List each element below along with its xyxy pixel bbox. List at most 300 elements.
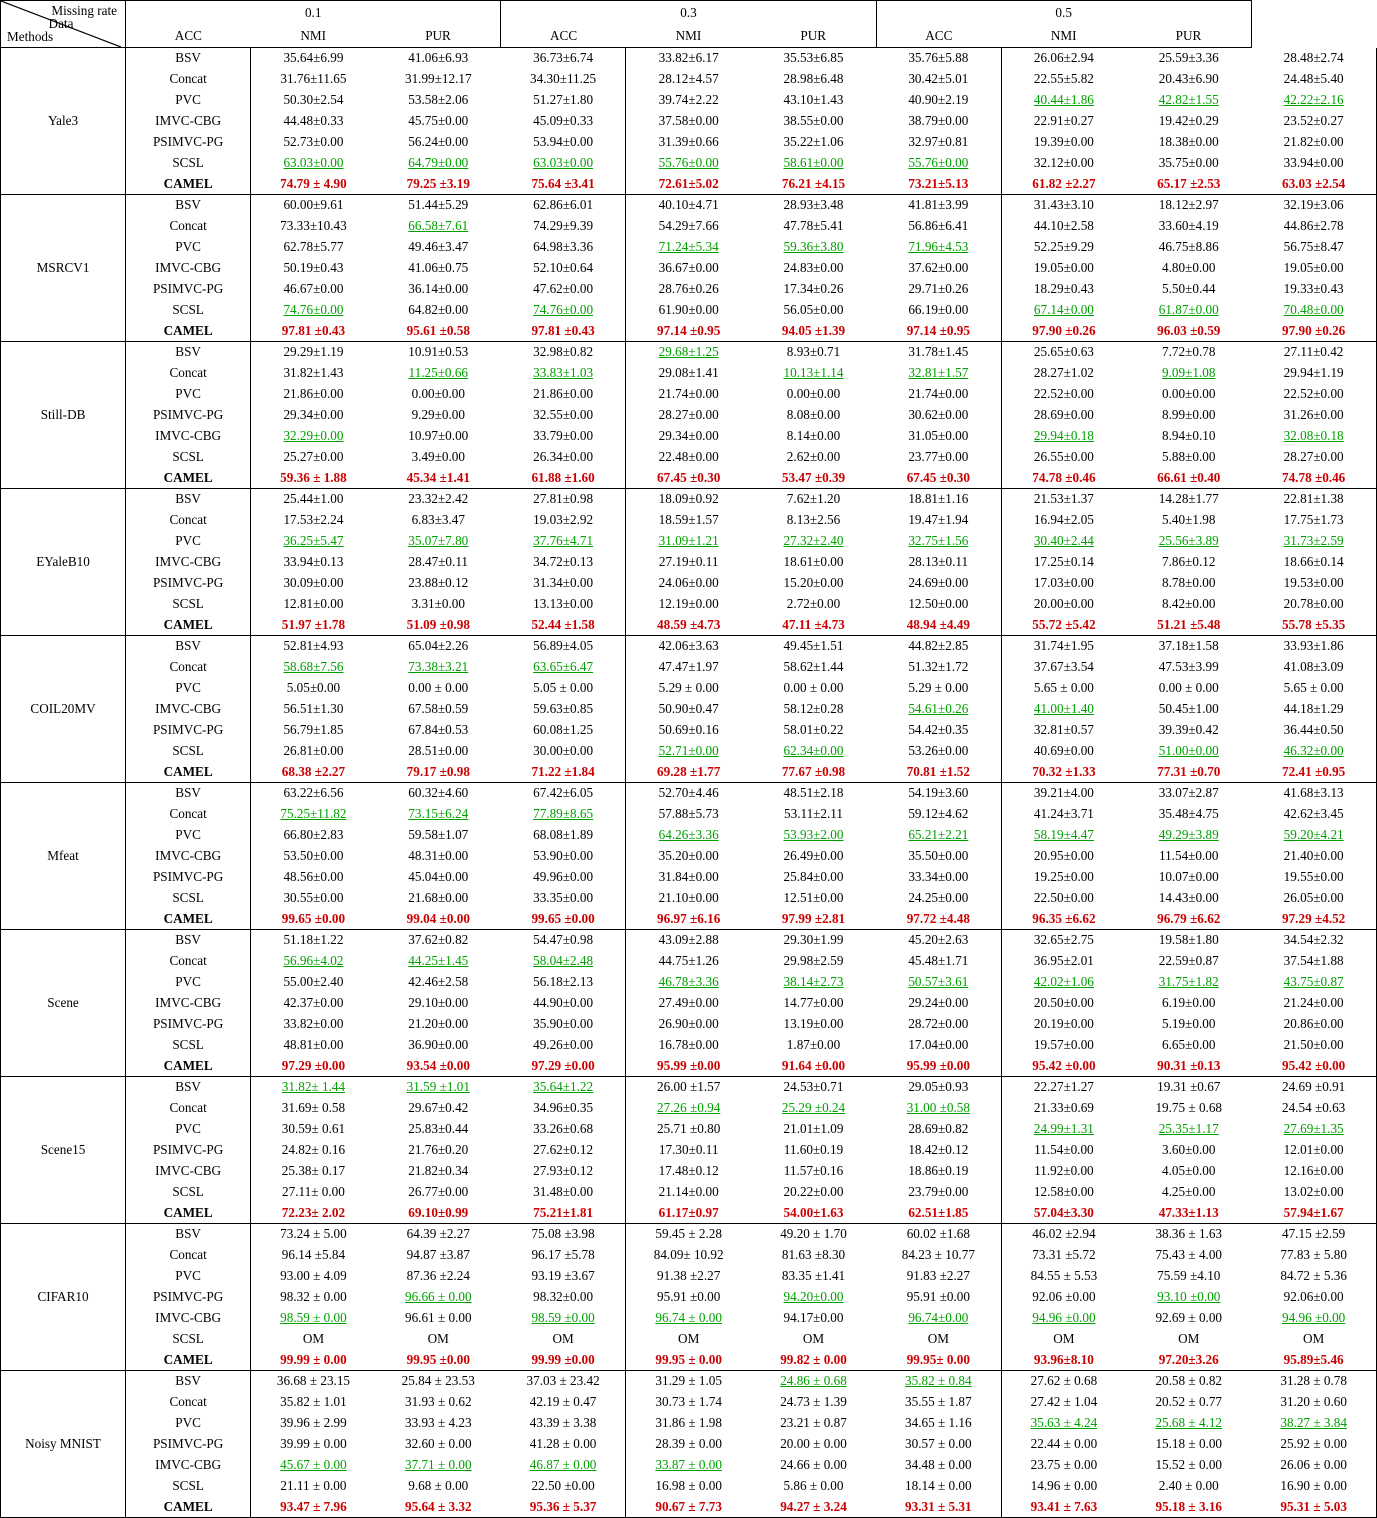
- value-cell: 22.52±0.00: [1033, 386, 1094, 401]
- value-cell: 4.80±0.00: [1162, 260, 1216, 275]
- table-row: [1, 1245, 1377, 1266]
- value-cell: 22.50 ±0.00: [501, 1476, 626, 1497]
- value-cell: 33.35±0.00: [501, 888, 626, 909]
- value-cell: 5.88±0.00: [1162, 449, 1216, 464]
- value-cell: 33.60±4.19: [1158, 218, 1219, 233]
- value-cell: 17.75±1.73: [1251, 510, 1376, 531]
- value-cell: 33.82±6.17: [658, 50, 719, 66]
- value-cell: 61.90±0.00: [658, 302, 719, 317]
- value-cell: 62.86±6.01: [501, 195, 626, 216]
- value-cell: 67.42±6.05: [501, 783, 626, 804]
- value-cell: 33.93 ± 4.23: [404, 1415, 472, 1430]
- value-cell: 33.07±2.87: [1158, 785, 1219, 801]
- value-cell: 13.13±0.00: [501, 594, 626, 615]
- table-row: [1, 594, 1377, 615]
- value-cell: 36.90±0.00: [408, 1037, 469, 1052]
- value-cell: 21.82±0.34: [408, 1163, 469, 1178]
- value-cell: 50.30±2.54: [283, 92, 344, 107]
- value-cell: 99.95 ± 0.00: [626, 1350, 751, 1371]
- method-name-cell: PSIMVC-PG: [126, 1434, 251, 1455]
- value-cell: 64.98±3.36: [501, 237, 626, 258]
- value-cell: 3.49±0.00: [411, 449, 465, 464]
- value-cell: 76.21 ±4.15: [751, 174, 876, 195]
- value-cell: 91.83 ±2.27: [876, 1266, 1001, 1287]
- value-cell: 49.20 ± 1.70: [780, 1226, 847, 1242]
- table-row: [1, 1014, 1377, 1035]
- table-row: [1, 573, 1377, 594]
- value-cell: 62.51±1.85: [876, 1203, 1001, 1224]
- value-cell: 95.91 ±0.00: [657, 1289, 721, 1304]
- value-cell: OM: [802, 1331, 825, 1346]
- value-cell: 28.48±2.74: [1251, 48, 1376, 69]
- value-cell: 18.14 ± 0.00: [876, 1476, 1001, 1497]
- table-row: [1, 678, 1377, 699]
- method-name-cell: BSV: [126, 783, 251, 804]
- value-cell: 96.74 ± 0.00: [655, 1310, 722, 1325]
- value-cell: 19.57±0.00: [1033, 1037, 1094, 1052]
- value-cell: 96.74±0.00: [876, 1308, 1001, 1329]
- value-cell: 31.26±0.00: [1251, 405, 1376, 426]
- value-cell: 49.29±3.89: [1158, 827, 1219, 842]
- method-name-cell: CAMEL: [126, 1497, 251, 1518]
- value-cell: 22.59±0.87: [1158, 953, 1219, 968]
- value-cell: 7.86±0.12: [1162, 554, 1216, 569]
- method-name-cell: CAMEL: [126, 1350, 251, 1371]
- value-cell: 90.31 ±0.13: [1126, 1056, 1251, 1077]
- value-cell: 19.47±1.94: [876, 510, 1001, 531]
- value-cell: 32.97±0.81: [876, 132, 1001, 153]
- value-cell: 35.64±6.99: [283, 50, 344, 66]
- value-cell: 27.69±1.35: [1251, 1119, 1376, 1140]
- method-name-cell: BSV: [126, 1371, 251, 1392]
- value-cell: 24.99±1.31: [1033, 1121, 1094, 1136]
- value-cell: 36.44±0.50: [1251, 720, 1376, 741]
- value-cell: 95.61 ±0.58: [376, 321, 501, 342]
- table-row: [1, 1182, 1377, 1203]
- value-cell: 92.69 ± 0.00: [1155, 1310, 1223, 1325]
- value-cell: 98.59 ±0.00: [501, 1308, 626, 1329]
- value-cell: 21.24±0.00: [1251, 993, 1376, 1014]
- value-cell: 96.66 ± 0.00: [404, 1289, 472, 1304]
- value-cell: 36.25±5.47: [283, 533, 344, 548]
- value-cell: 24.66 ± 0.00: [780, 1457, 847, 1472]
- value-cell: 66.19±0.00: [876, 300, 1001, 321]
- value-cell: 57.04±3.30: [1001, 1203, 1126, 1224]
- value-cell: 22.91±0.27: [1033, 113, 1094, 128]
- value-cell: 53.11±2.11: [784, 806, 844, 821]
- value-cell: 20.78±0.00: [1251, 594, 1376, 615]
- table-row: [1, 1434, 1377, 1455]
- table-row: [1, 909, 1377, 930]
- value-cell: 33.94±0.13: [283, 554, 344, 569]
- value-cell: 44.82±2.85: [876, 636, 1001, 657]
- method-name-cell: PSIMVC-PG: [126, 279, 251, 300]
- value-cell: 3.60±0.00: [1162, 1142, 1216, 1157]
- value-cell: 35.64±1.22: [501, 1077, 626, 1098]
- value-cell: 35.90±0.00: [501, 1014, 626, 1035]
- value-cell: 32.60 ± 0.00: [404, 1436, 472, 1451]
- value-cell: 31.20 ± 0.60: [1251, 1392, 1376, 1413]
- value-cell: 74.78 ±0.46: [1251, 468, 1376, 489]
- value-cell: 67.45 ±0.30: [876, 468, 1001, 489]
- value-cell: 24.69 ±0.91: [1251, 1077, 1376, 1098]
- metric-header-0-1: NMI: [251, 24, 376, 48]
- method-name-cell: PVC: [126, 1119, 251, 1140]
- value-cell: 17.30±0.11: [658, 1142, 719, 1157]
- value-cell: 98.59 ± 0.00: [280, 1310, 347, 1325]
- value-cell: 20.86±0.00: [1251, 1014, 1376, 1035]
- value-cell: 46.67±0.00: [283, 281, 344, 296]
- value-cell: 56.79±1.85: [283, 722, 344, 737]
- rate-header-0: 0.1: [126, 1, 501, 25]
- value-cell: 63.03±0.00: [283, 155, 344, 170]
- value-cell: 97.29 ±0.00: [501, 1056, 626, 1077]
- value-cell: 96.97 ±6.16: [626, 909, 751, 930]
- value-cell: 30.57 ± 0.00: [876, 1434, 1001, 1455]
- value-cell: 42.62±3.45: [1251, 804, 1376, 825]
- value-cell: 93.19 ±3.67: [501, 1266, 626, 1287]
- table-row: [1, 762, 1377, 783]
- value-cell: 35.55 ± 1.87: [876, 1392, 1001, 1413]
- value-cell: 27.32±2.40: [783, 533, 844, 548]
- value-cell: 20.58 ± 0.82: [1155, 1373, 1223, 1389]
- value-cell: 56.96±4.02: [283, 953, 344, 968]
- value-cell: 46.75±8.86: [1158, 239, 1219, 254]
- value-cell: 56.18±2.13: [501, 972, 626, 993]
- table-row: [1, 1392, 1377, 1413]
- table-row: [1, 216, 1377, 237]
- value-cell: 14.96 ± 0.00: [1030, 1478, 1098, 1493]
- value-cell: 20.50±0.00: [1033, 995, 1094, 1010]
- value-cell: 22.55±5.82: [1033, 71, 1094, 86]
- value-cell: 74.78 ±0.46: [1001, 468, 1126, 489]
- value-cell: 13.02±0.00: [1251, 1182, 1376, 1203]
- metric-header-0-0: ACC: [126, 24, 251, 48]
- value-cell: OM: [876, 1329, 1001, 1350]
- value-cell: 75.08 ±3.98: [501, 1224, 626, 1245]
- value-cell: 36.73±6.74: [501, 48, 626, 69]
- value-cell: 37.58±0.00: [658, 113, 719, 128]
- value-cell: 81.63 ±8.30: [781, 1247, 846, 1262]
- value-cell: 44.25±1.45: [408, 953, 469, 968]
- method-name-cell: CAMEL: [126, 468, 251, 489]
- value-cell: 14.77±0.00: [783, 995, 844, 1010]
- table-row: [1, 1329, 1377, 1350]
- value-cell: 30.55±0.00: [283, 890, 344, 905]
- value-cell: 41.24±3.71: [1033, 806, 1094, 821]
- value-cell: 7.62±1.20: [786, 491, 841, 507]
- dataset-name-cell: Scene: [1, 930, 126, 1077]
- value-cell: 35.22±1.06: [783, 134, 844, 149]
- value-cell: 71.96±4.53: [876, 237, 1001, 258]
- value-cell: 61.82 ±2.27: [1001, 174, 1126, 195]
- value-cell: 8.42±0.00: [1162, 596, 1216, 611]
- value-cell: 45.67 ± 0.00: [280, 1457, 347, 1472]
- value-cell: 25.65±0.63: [1033, 344, 1094, 360]
- value-cell: 45.04±0.00: [408, 869, 469, 884]
- method-name-cell: PVC: [126, 972, 251, 993]
- value-cell: 58.61±0.00: [783, 155, 844, 170]
- value-cell: 73.15±6.24: [408, 806, 469, 821]
- value-cell: 32.81±0.57: [1033, 722, 1094, 737]
- value-cell: 0.00 ± 0.00: [408, 680, 469, 695]
- value-cell: 95.89±5.46: [1251, 1350, 1376, 1371]
- value-cell: 31.75±1.82: [1158, 974, 1219, 989]
- value-cell: 53.94±0.00: [501, 132, 626, 153]
- value-cell: 96.79 ±6.62: [1126, 909, 1251, 930]
- value-cell: 8.94±0.10: [1162, 428, 1216, 443]
- method-name-cell: CAMEL: [126, 174, 251, 195]
- value-cell: 58.04±2.48: [501, 951, 626, 972]
- value-cell: 35.75±0.00: [1158, 155, 1219, 170]
- value-cell: 44.86±2.78: [1251, 216, 1376, 237]
- dataset-name-cell: COIL20MV: [1, 636, 126, 783]
- value-cell: 94.27 ± 3.24: [751, 1497, 876, 1518]
- value-cell: 35.50±0.00: [876, 846, 1001, 867]
- value-cell: OM: [302, 1331, 325, 1346]
- value-cell: 39.96 ± 2.99: [280, 1415, 347, 1430]
- value-cell: 31.29 ± 1.05: [655, 1373, 722, 1389]
- value-cell: 41.81±3.99: [876, 195, 1001, 216]
- value-cell: 18.12±2.97: [1158, 197, 1219, 213]
- value-cell: 25.59±3.36: [1158, 50, 1219, 66]
- value-cell: 42.22±2.16: [1251, 90, 1376, 111]
- value-cell: 19.55±0.00: [1251, 867, 1376, 888]
- value-cell: 28.13±0.11: [876, 552, 1001, 573]
- value-cell: 97.20±3.26: [1126, 1350, 1251, 1371]
- table-row: [1, 510, 1377, 531]
- value-cell: 53.58±2.06: [408, 92, 469, 107]
- value-cell: 41.28 ± 0.00: [501, 1434, 626, 1455]
- value-cell: 19.05±0.00: [1251, 258, 1376, 279]
- rate-header-2: 0.5: [876, 1, 1251, 25]
- value-cell: 48.59 ±4.73: [626, 615, 751, 636]
- value-cell: 94.87 ±3.87: [406, 1247, 470, 1262]
- value-cell: 74.29±9.39: [501, 216, 626, 237]
- value-cell: 50.45±1.00: [1158, 701, 1219, 716]
- value-cell: 72.61±5.02: [626, 174, 751, 195]
- table-row: [1, 615, 1377, 636]
- value-cell: 24.73 ± 1.39: [780, 1394, 847, 1409]
- value-cell: 19.42±0.29: [1158, 113, 1219, 128]
- value-cell: 16.90 ± 0.00: [1251, 1476, 1376, 1497]
- value-cell: 31.69± 0.58: [281, 1100, 346, 1115]
- value-cell: 5.50±0.44: [1162, 281, 1216, 296]
- value-cell: 94.20±0.00: [783, 1289, 844, 1304]
- value-cell: 18.61±0.00: [783, 554, 844, 569]
- value-cell: 25.35±1.17: [1158, 1121, 1219, 1136]
- method-name-cell: PSIMVC-PG: [126, 1014, 251, 1035]
- value-cell: 31.82± 1.44: [281, 1079, 346, 1095]
- value-cell: 93.96±8.10: [1001, 1350, 1126, 1371]
- value-cell: 66.61 ±0.40: [1126, 468, 1251, 489]
- value-cell: 52.71±0.00: [658, 743, 719, 758]
- table-row: [1, 426, 1377, 447]
- value-cell: 29.67±0.42: [408, 1100, 469, 1115]
- value-cell: 9.29±0.00: [411, 407, 465, 422]
- value-cell: 84.09± 10.92: [653, 1247, 724, 1262]
- value-cell: 34.72±0.13: [501, 552, 626, 573]
- table-row: [1, 657, 1377, 678]
- value-cell: 46.87 ± 0.00: [501, 1455, 626, 1476]
- value-cell: 52.70±4.46: [658, 785, 719, 801]
- value-cell: 39.74±2.22: [658, 92, 719, 107]
- value-cell: 67.58±0.59: [408, 701, 469, 716]
- value-cell: 19.03±2.92: [501, 510, 626, 531]
- value-cell: 59.36±3.80: [783, 239, 844, 254]
- value-cell: 24.69±0.00: [876, 573, 1001, 594]
- value-cell: 25.84 ± 23.53: [401, 1373, 475, 1389]
- value-cell: 38.14±2.73: [783, 974, 844, 989]
- table-row: [1, 489, 1377, 510]
- value-cell: 74.76±0.00: [283, 302, 344, 317]
- value-cell: OM: [1251, 1329, 1376, 1350]
- value-cell: 28.72±0.00: [876, 1014, 1001, 1035]
- value-cell: 51.27±1.80: [501, 90, 626, 111]
- value-cell: 97.29 ±4.52: [1251, 909, 1376, 930]
- value-cell: 29.94±1.19: [1251, 363, 1376, 384]
- value-cell: 49.26±0.00: [501, 1035, 626, 1056]
- value-cell: 22.48±0.00: [658, 449, 719, 464]
- value-cell: 26.06 ± 0.00: [1251, 1455, 1376, 1476]
- value-cell: 97.90 ±0.26: [1251, 321, 1376, 342]
- value-cell: 25.29 ±0.24: [781, 1100, 846, 1115]
- value-cell: 25.38± 0.17: [281, 1163, 346, 1178]
- value-cell: 28.93±3.48: [783, 197, 844, 213]
- method-name-cell: PVC: [126, 678, 251, 699]
- method-name-cell: CAMEL: [126, 1056, 251, 1077]
- value-cell: 69.28 ±1.77: [626, 762, 751, 783]
- value-cell: 93.41 ± 7.63: [1001, 1497, 1126, 1518]
- value-cell: 26.55±0.00: [1033, 449, 1094, 464]
- table-row: [1, 300, 1377, 321]
- value-cell: 8.99±0.00: [1162, 407, 1216, 422]
- value-cell: 27.19±0.11: [658, 554, 719, 569]
- value-cell: 19.58±1.80: [1158, 932, 1219, 948]
- value-cell: 21.10±0.00: [658, 890, 719, 905]
- value-cell: 22.27±1.27: [1033, 1079, 1094, 1095]
- value-cell: 14.28±1.77: [1158, 491, 1219, 507]
- value-cell: 5.05±0.00: [286, 680, 341, 695]
- table-row: [1, 804, 1377, 825]
- method-name-cell: SCSL: [126, 1182, 251, 1203]
- value-cell: 37.54±1.88: [1251, 951, 1376, 972]
- metric-header-0-2: PUR: [376, 24, 501, 48]
- value-cell: 12.16±0.00: [1251, 1161, 1376, 1182]
- table-row: [1, 1119, 1377, 1140]
- value-cell: 20.22±0.00: [783, 1184, 844, 1199]
- value-cell: 26.00 ±1.57: [657, 1079, 721, 1095]
- value-cell: 31.59 ±1.01: [406, 1079, 470, 1095]
- value-cell: 75.21±1.81: [501, 1203, 626, 1224]
- value-cell: 5.29 ± 0.00: [876, 678, 1001, 699]
- value-cell: OM: [1053, 1331, 1075, 1346]
- missing-rate-label: Missing rate: [51, 3, 117, 18]
- value-cell: 56.51±1.30: [283, 701, 344, 716]
- value-cell: 23.88±0.12: [408, 575, 469, 590]
- value-cell: 4.05±0.00: [1162, 1163, 1216, 1178]
- table-row: [1, 1098, 1377, 1119]
- value-cell: 8.93±0.71: [786, 344, 841, 360]
- value-cell: 19.05±0.00: [1033, 260, 1094, 275]
- value-cell: 26.06±2.94: [1033, 50, 1094, 66]
- value-cell: 33.82±0.00: [283, 1016, 344, 1031]
- value-cell: 18.86±0.19: [876, 1161, 1001, 1182]
- value-cell: 2.40 ± 0.00: [1158, 1478, 1219, 1493]
- value-cell: 8.14±0.00: [786, 428, 841, 443]
- value-cell: 58.01±0.22: [783, 722, 844, 737]
- value-cell: 7.72±0.78: [1162, 344, 1216, 360]
- table-row: [1, 363, 1377, 384]
- value-cell: 44.18±1.29: [1251, 699, 1376, 720]
- value-cell: 8.78±0.00: [1162, 575, 1216, 590]
- value-cell: 48.31±0.00: [408, 848, 469, 863]
- table-row: [1, 1161, 1377, 1182]
- table-row: [1, 69, 1377, 90]
- value-cell: 59.20±4.21: [1251, 825, 1376, 846]
- value-cell: 6.65±0.00: [1162, 1037, 1216, 1052]
- value-cell: 19.39±0.00: [1033, 134, 1094, 149]
- value-cell: 18.81±1.16: [876, 489, 1001, 510]
- value-cell: 72.41 ±0.95: [1251, 762, 1376, 783]
- value-cell: 53.50±0.00: [283, 848, 344, 863]
- value-cell: 23.75 ± 0.00: [1030, 1457, 1098, 1472]
- value-cell: 18.42±0.12: [876, 1140, 1001, 1161]
- value-cell: 98.32±0.00: [501, 1287, 626, 1308]
- value-cell: 18.29±0.43: [1033, 281, 1094, 296]
- value-cell: 9.09±1.08: [1162, 365, 1216, 380]
- value-cell: 25.71 ±0.80: [657, 1121, 721, 1136]
- table-row: [1, 1476, 1377, 1497]
- method-name-cell: IMVC-CBG: [126, 552, 251, 573]
- value-cell: 23.32±2.42: [408, 491, 469, 507]
- value-cell: 27.26 ±0.94: [657, 1100, 721, 1115]
- method-name-cell: CAMEL: [126, 762, 251, 783]
- table-row: [1, 1077, 1377, 1098]
- table-row: [1, 321, 1377, 342]
- value-cell: 35.07±7.80: [408, 533, 469, 548]
- metric-header-2-0: ACC: [876, 24, 1001, 48]
- value-cell: 97.90 ±0.26: [1001, 321, 1126, 342]
- value-cell: 12.50±0.00: [876, 594, 1001, 615]
- value-cell: 25.44±1.00: [283, 491, 344, 507]
- method-name-cell: SCSL: [126, 741, 251, 762]
- value-cell: 25.92 ± 0.00: [1251, 1434, 1376, 1455]
- method-name-cell: PVC: [126, 90, 251, 111]
- value-cell: 38.79±0.00: [876, 111, 1001, 132]
- value-cell: 35.63 ± 4.24: [1030, 1415, 1098, 1430]
- method-name-cell: CAMEL: [126, 1203, 251, 1224]
- value-cell: 9.68 ± 0.00: [408, 1478, 469, 1493]
- method-name-cell: BSV: [126, 489, 251, 510]
- table-row: [1, 1287, 1377, 1308]
- value-cell: 70.32 ±1.33: [1001, 762, 1126, 783]
- value-cell: 39.21±4.00: [1033, 785, 1094, 801]
- value-cell: 97.14 ±0.95: [626, 321, 751, 342]
- value-cell: 21.74±0.00: [658, 386, 719, 401]
- value-cell: 11.92±0.00: [1034, 1163, 1094, 1178]
- value-cell: 58.19±4.47: [1033, 827, 1094, 842]
- value-cell: 95.31 ± 5.03: [1251, 1497, 1376, 1518]
- value-cell: OM: [1178, 1331, 1200, 1346]
- value-cell: 26.05±0.00: [1251, 888, 1376, 909]
- value-cell: 36.67±0.00: [658, 260, 719, 275]
- table-row: [1, 468, 1377, 489]
- value-cell: 56.86±6.41: [876, 216, 1001, 237]
- value-cell: 5.19±0.00: [1162, 1016, 1216, 1031]
- value-cell: 54.42±0.35: [876, 720, 1001, 741]
- value-cell: 29.94±0.18: [1033, 428, 1094, 443]
